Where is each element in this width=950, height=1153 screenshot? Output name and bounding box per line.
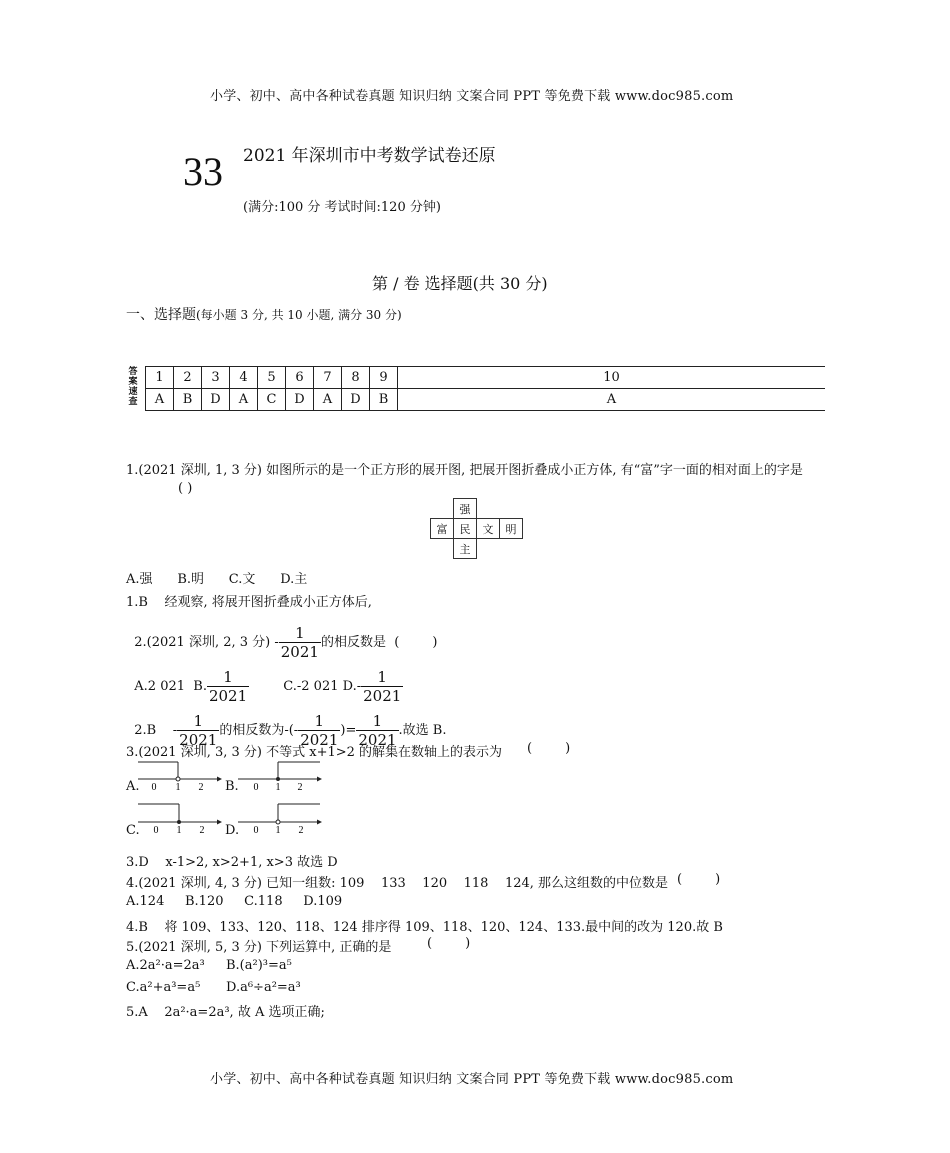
tick-label: 0: [151, 782, 157, 793]
q3-paren: ( ): [527, 741, 571, 756]
q5-answer: 5.A 2a²·a=2a³, 故 A 选项正确;: [126, 1005, 325, 1020]
q2-ans-pre: 2.B -: [134, 723, 178, 738]
fraction-denominator: 2021: [179, 731, 218, 749]
answer-letter: D: [342, 389, 370, 411]
answer-letter: A: [146, 389, 174, 411]
fraction-denominator: 2021: [280, 643, 319, 661]
page-header: 小学、初中、高中各种试卷真题 知识归纳 文案合同 PPT 等免费下载 www.doc985.com: [210, 89, 734, 104]
tick-label: 1: [275, 825, 281, 836]
answer-number: 4: [230, 367, 258, 389]
tick-label: 2: [298, 825, 304, 836]
fraction-numerator: 1: [356, 712, 398, 731]
q3-label-b: B.: [225, 779, 239, 794]
q2-ans-mid: 的相反数为-(-: [219, 723, 299, 738]
q5-option-c: C.a²+a³=a⁵: [126, 980, 201, 995]
q4-answer: 4.B 将 109、133、120、118、124 排序得 109、118、120、124、133.最中间的改为 120.故 B: [126, 920, 723, 935]
answer-letter: A: [230, 389, 258, 411]
q4-options: A.124 B.120 C.118 D.109: [126, 894, 343, 909]
fraction-numerator: 1: [207, 668, 249, 687]
q5-option-a: A.2a²·a=2a³: [126, 958, 205, 973]
fraction-denominator: 2021: [363, 687, 402, 705]
tick-label: 1: [275, 782, 281, 793]
answer-number: 1: [146, 367, 174, 389]
q5-paren: ( ): [427, 936, 471, 951]
answer-number: 6: [286, 367, 314, 389]
net-cell: 强: [454, 499, 477, 519]
fraction-denominator: 2021: [300, 731, 339, 749]
fraction-numerator: 1: [298, 712, 340, 731]
paper-title: 2021 年深圳市中考数学试卷还原: [243, 146, 496, 166]
answer-number: 8: [342, 367, 370, 389]
answer-number: 10: [398, 367, 826, 389]
q5-stem: 5.(2021 深圳, 5, 3 分) 下列运算中, 正确的是: [126, 940, 392, 955]
number-line-d: [236, 801, 324, 837]
fraction-denominator: 2021: [358, 731, 397, 749]
q2-ans-post: .故选 B.: [398, 723, 447, 738]
answer-number: 3: [202, 367, 230, 389]
part-title: 第 / 卷 选择题(共 30 分): [372, 274, 548, 293]
q4-stem: 4.(2021 深圳, 4, 3 分) 已知一组数: 109 133 120 118 124, 那么这组数的中位数是: [126, 876, 669, 891]
tick-label: 2: [198, 782, 204, 793]
section-title-text: 一、选择题: [126, 307, 196, 323]
answer-letter: C: [258, 389, 286, 411]
net-cell: 明: [500, 519, 523, 539]
net-cell: 主: [454, 539, 477, 559]
answer-letter: B: [174, 389, 202, 411]
tick-label: 1: [176, 825, 182, 836]
net-cell: 民: [454, 519, 477, 539]
tick-label: 0: [253, 782, 259, 793]
answer-letter: A: [398, 389, 826, 411]
q3-label-c: C.: [126, 823, 140, 838]
cube-net: [430, 498, 523, 559]
number-line-a: [136, 759, 224, 795]
fraction-numerator: 1: [361, 668, 403, 687]
q2-opt-cd: C.-2 021 D.-: [283, 679, 362, 694]
q1-paren: ( ): [178, 481, 193, 496]
paper-subtitle: (满分:100 分 考试时间:120 分钟): [243, 200, 441, 215]
tick-label: 1: [175, 782, 181, 793]
q3-label-d: D.: [225, 823, 240, 838]
q2-stem-post: 的相反数是 ( ): [320, 635, 438, 650]
q1-answer: 1.B 经观察, 将展开图折叠成小正方体后,: [126, 595, 372, 610]
answer-table-label: 答案速查: [128, 367, 138, 407]
q5-option-b: B.(a²)³=a⁵: [226, 958, 292, 973]
page-footer: 小学、初中、高中各种试卷真题 知识归纳 文案合同 PPT 等免费下载 www.doc985.com: [210, 1072, 734, 1087]
tick-label: 2: [199, 825, 205, 836]
answer-letter: D: [286, 389, 314, 411]
section-title: [126, 304, 402, 324]
q3-answer: 3.D x-1>2, x>2+1, x>3 故选 D: [126, 855, 338, 870]
fraction-denominator: 2021: [208, 687, 248, 705]
answer-number: 9: [370, 367, 398, 389]
q3-label-a: A.: [126, 779, 140, 794]
q2-stem-pre: 2.(2021 深圳, 2, 3 分) -: [134, 635, 279, 650]
net-cell: 富: [431, 519, 454, 539]
tick-label: 0: [153, 825, 159, 836]
answer-number: 7: [314, 367, 342, 389]
answer-table: [145, 366, 825, 411]
fraction-numerator: 1: [279, 624, 321, 643]
q3-stem: 3.(2021 深圳, 3, 3 分) 不等式 x+1>2 的解集在数轴上的表示为: [126, 745, 503, 760]
q5-option-d: D.a⁶÷a²=a³: [226, 980, 301, 995]
q1-stem: 1.(2021 深圳, 1, 3 分) 如图所示的是一个正方形的展开图, 把展开图折叠成小正方体, 有“富”字一面的相对面上的字是: [126, 463, 803, 478]
section-note: (每小题 3 分, 共 10 小题, 满分 30 分): [196, 308, 402, 322]
answer-letter: A: [314, 389, 342, 411]
number-line-c: [136, 801, 224, 837]
q2-opt-ab: A.2 021 B.: [134, 679, 207, 694]
net-cell: 文: [477, 519, 500, 539]
answer-number: 2: [174, 367, 202, 389]
q4-paren: ( ): [677, 872, 721, 887]
q2-ans-eq: )=: [340, 723, 357, 738]
answer-letter: B: [370, 389, 398, 411]
q1-options: A.强 B.明 C.文 D.主: [126, 572, 308, 587]
fraction-numerator: 1: [177, 712, 219, 731]
tick-label: 0: [253, 825, 259, 836]
number-line-b: [236, 759, 324, 795]
answer-letter: D: [202, 389, 230, 411]
answer-number: 5: [258, 367, 286, 389]
paper-number: 33: [183, 149, 223, 194]
tick-label: 2: [297, 782, 303, 793]
